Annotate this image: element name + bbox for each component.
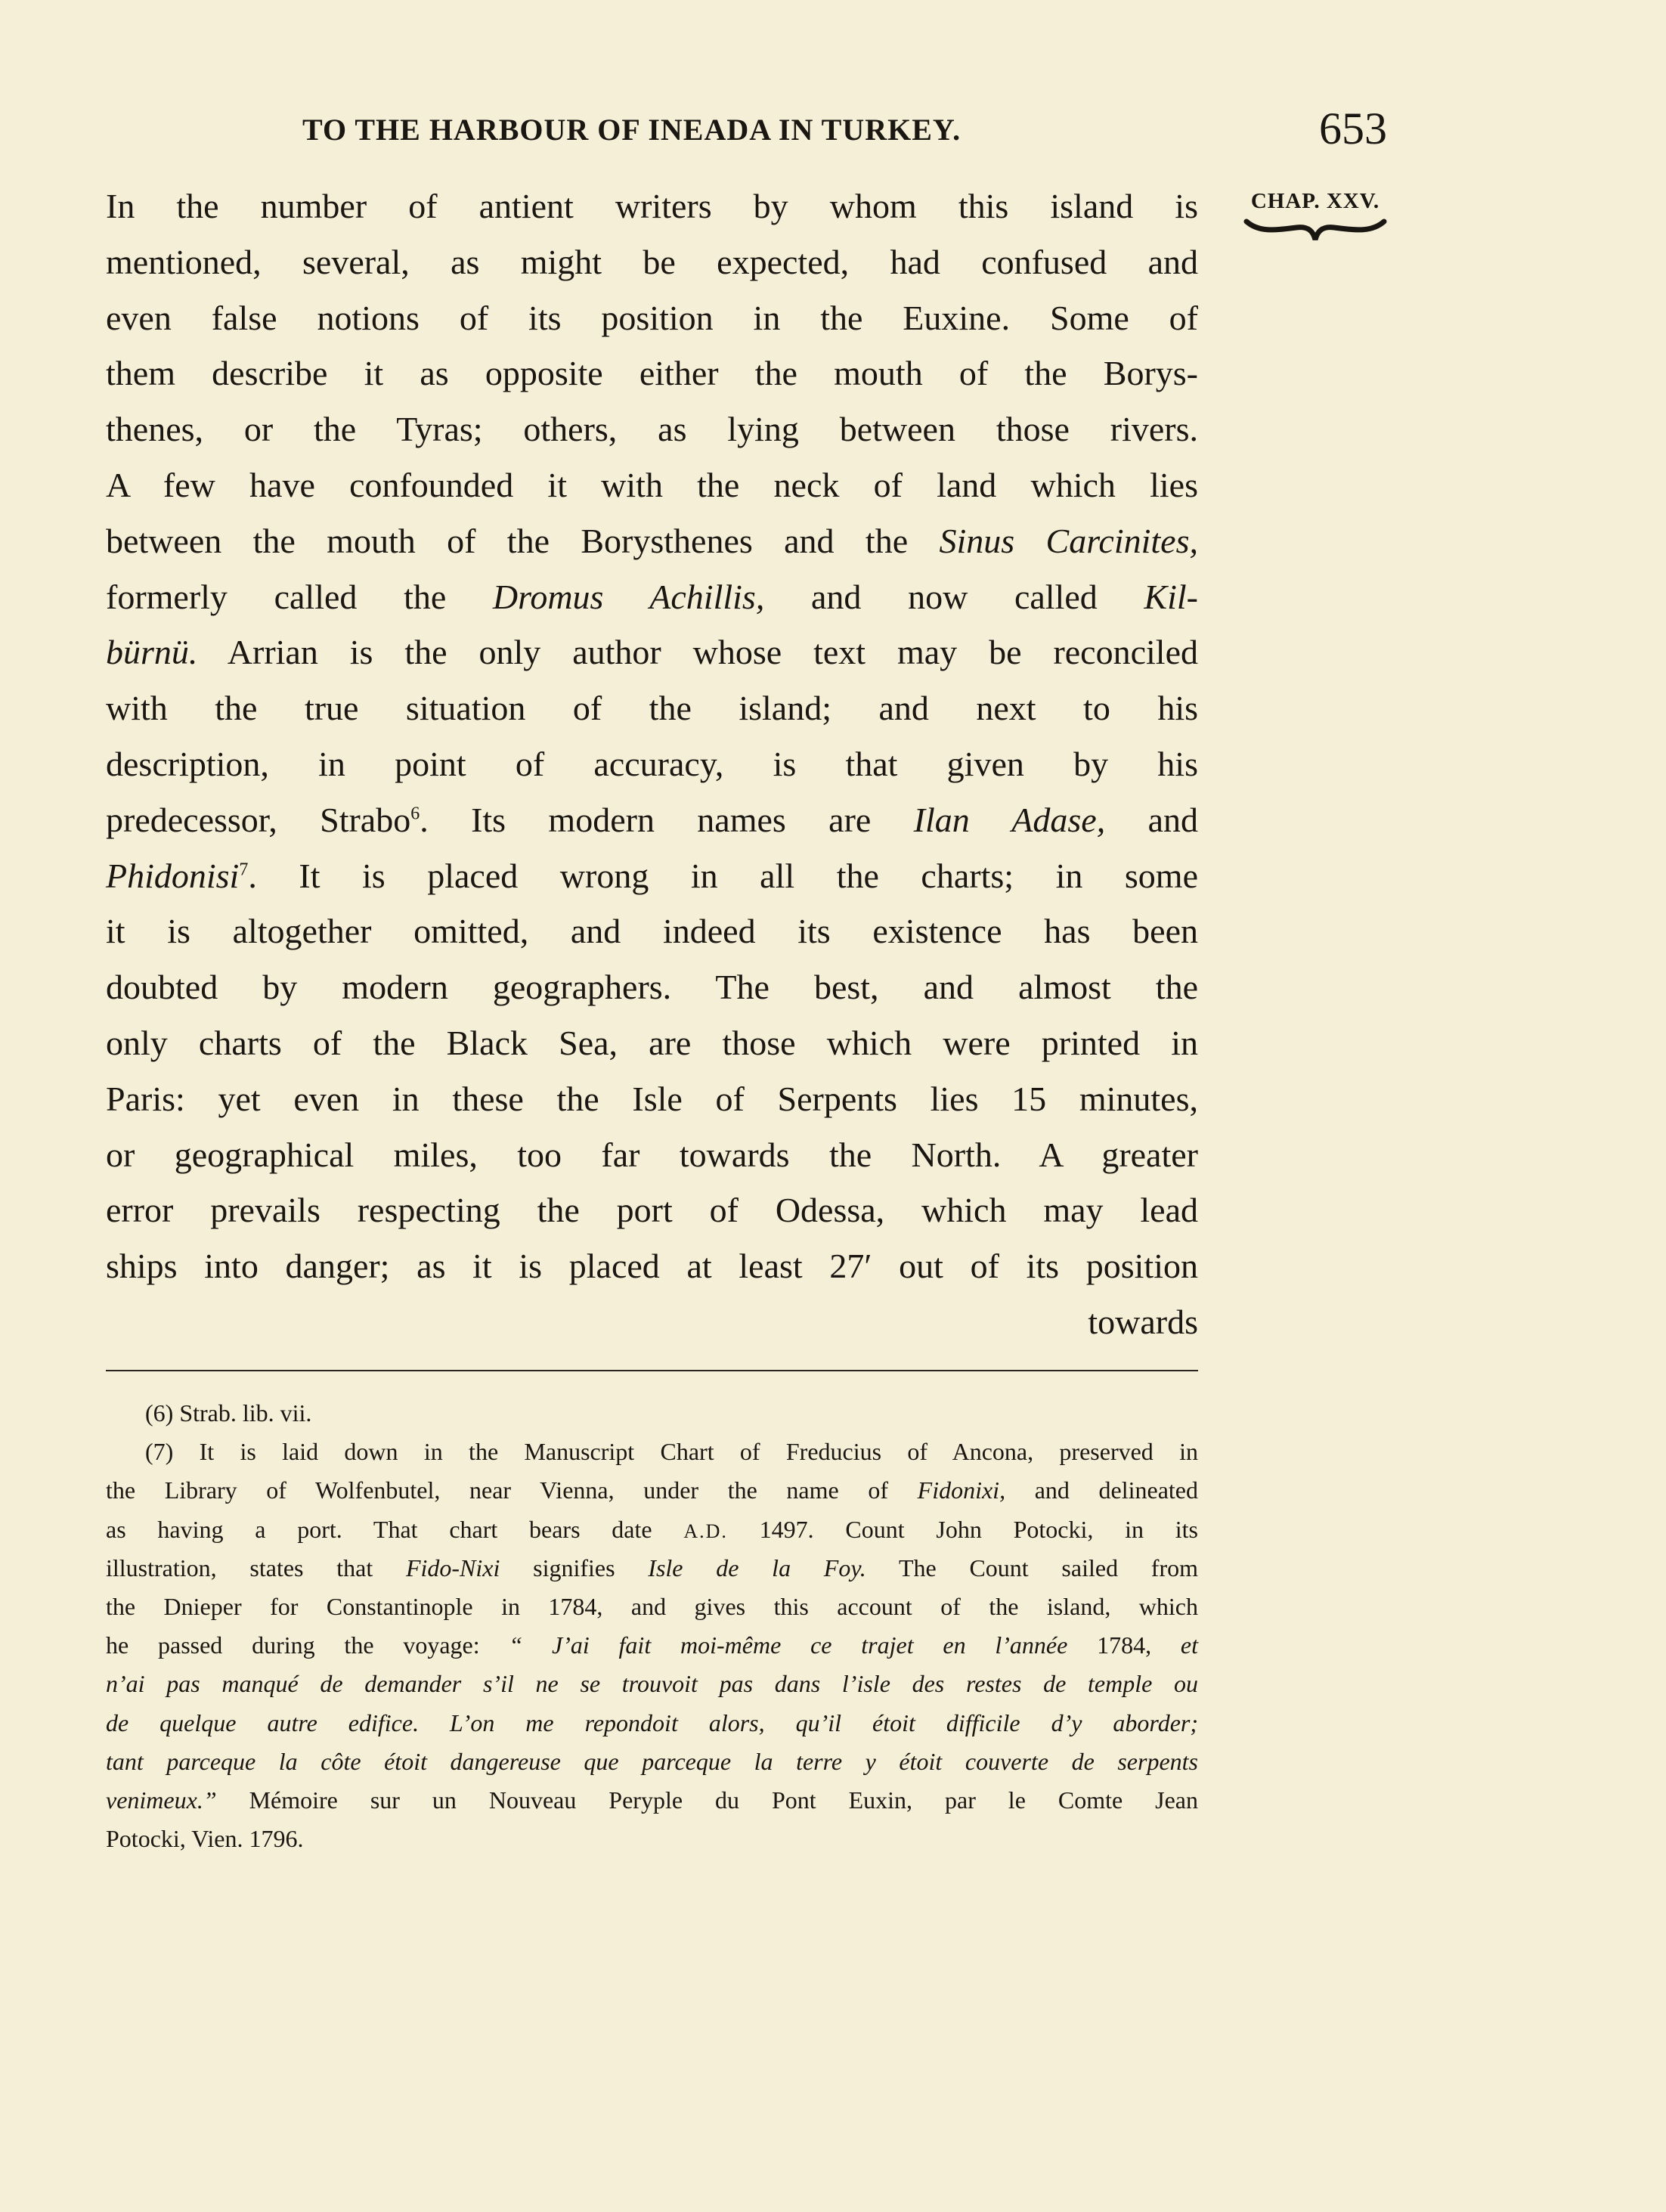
text-run: Potocki, Vien. 1796.: [106, 1825, 304, 1853]
footnote-reference: 6: [410, 804, 420, 824]
text-run: (6) Strab. lib. vii.: [145, 1399, 312, 1427]
text-run: Mémoire sur un Nouveau Peryple du Pont Euxin, par le Comte Jean: [216, 1786, 1198, 1814]
footnote-line: [106, 1820, 1198, 1858]
text-line: [106, 792, 1198, 848]
text-run: even false notions of its position in the Euxine. Some of: [106, 298, 1198, 337]
text-run: A few have confounded it with the neck of land which lies: [106, 465, 1198, 504]
text-run: between the mouth of the Borysthenes and the: [106, 521, 940, 560]
text-line: [106, 903, 1198, 959]
text-line: [106, 1071, 1198, 1127]
text-line: [106, 345, 1198, 401]
italic-text: Sinus Carcinites,: [939, 521, 1199, 560]
italic-text: n’ai pas manqué de demander s’il ne se trouvoit pas dans l’isle des restes de temple ou: [106, 1670, 1198, 1698]
text-run: the Dnieper for Constantinople in 1784, and gives this account of the island, which: [106, 1592, 1198, 1620]
footnote-line: [106, 1665, 1198, 1703]
main-text: [106, 178, 1198, 1350]
text-run: predecessor, Strabo: [106, 800, 411, 839]
footnote-line: [106, 1704, 1198, 1743]
text-run: . Its modern names are: [420, 800, 914, 839]
text-run: illustration, states that: [106, 1554, 406, 1582]
text-run: A.D.: [683, 1520, 728, 1542]
chapter-marker: [1240, 189, 1391, 243]
text-run: with the true situation of the island; and next to his: [106, 689, 1198, 728]
text-run: as having a port. That chart bears date: [106, 1515, 684, 1543]
text-run: Arrian is the only author whose text may be reconciled: [197, 633, 1198, 672]
italic-text: tant parceque la côte étoit dangereuse que parceque la terre y étoit couverte de serpents: [106, 1747, 1198, 1775]
footnotes: [106, 1394, 1198, 1858]
text-run: it is altogether omitted, and indeed its existence has been: [106, 912, 1198, 951]
text-run: and delineated: [1005, 1476, 1199, 1504]
text-line: [106, 178, 1198, 234]
italic-text: Phidonisi: [106, 856, 240, 895]
italic-text: et: [1180, 1631, 1199, 1659]
italic-text: venimeux.”: [106, 1786, 217, 1814]
page-number: 653: [1319, 104, 1387, 153]
italic-text: Fidonixi,: [917, 1476, 1006, 1504]
text-run: . It is placed wrong in all the charts; in some: [248, 856, 1198, 895]
text-line: [106, 290, 1198, 346]
footnote-line: [106, 1471, 1198, 1510]
text-line: [106, 513, 1198, 569]
text-line: [106, 959, 1198, 1015]
text-run: 1784,: [1067, 1631, 1181, 1659]
text-line: [106, 1238, 1198, 1294]
text-run: (7) It is laid down in the Manuscript Chart of Freducius of Ancona, preserved in: [145, 1438, 1198, 1466]
footnote-line: [106, 1549, 1198, 1588]
text-run: The Count sailed from: [866, 1554, 1199, 1582]
footnote-line: [106, 1626, 1198, 1665]
footnote-line: [106, 1510, 1198, 1549]
italic-text: Kil-: [1144, 577, 1198, 616]
text-run: ships into danger; as it is placed at least 27′ out of its position: [106, 1247, 1198, 1286]
footnote-line: [106, 1781, 1198, 1820]
text-line: [106, 457, 1198, 513]
text-run: he passed during the voyage:: [106, 1631, 509, 1659]
italic-text: Ilan Adase,: [913, 800, 1106, 839]
text-run: towards: [1088, 1302, 1198, 1341]
text-line: [106, 848, 1198, 904]
footnote-line: [106, 1394, 1198, 1433]
italic-text: “ J’ai fait moi-même ce trajet en l’année: [509, 1631, 1068, 1659]
footnote-line: [106, 1588, 1198, 1626]
chapter-label: CHAP. XXV.: [1250, 189, 1380, 213]
text-line: [106, 1127, 1198, 1183]
text-run: the Library of Wolfenbutel, near Vienna, under the name of: [106, 1476, 918, 1504]
italic-text: de quelque autre edifice. L’on me repondoit alors, qu’il étoit difficile d’y aborder;: [106, 1709, 1198, 1736]
text-run: and now called: [764, 577, 1144, 616]
text-run: 1497. Count John Potocki, in its: [727, 1515, 1199, 1543]
text-line: [106, 1182, 1198, 1238]
running-title: TO THE HARBOUR OF INEADA IN TURKEY.: [302, 113, 962, 147]
text-line: [106, 624, 1198, 680]
text-run: error prevails respecting the port of Odessa, which may lead: [106, 1191, 1198, 1230]
footnote-reference: 7: [239, 860, 249, 880]
italic-text: bürnü.: [106, 633, 198, 672]
text-run: formerly called the: [106, 577, 493, 616]
text-run: mentioned, several, as might be expected, had confused and: [106, 242, 1198, 281]
text-line: [106, 1294, 1198, 1350]
text-run: or geographical miles, too far towards the North. A greater: [106, 1135, 1198, 1174]
text-run: description, in point of accuracy, is that given by his: [106, 744, 1198, 783]
text-run: Paris: yet even in these the Isle of Serpents lies 15 minutes,: [106, 1079, 1198, 1118]
text-run: only charts of the Black Sea, are those which were printed in: [106, 1023, 1198, 1062]
footnote-line: [106, 1743, 1198, 1781]
text-line: [106, 736, 1198, 792]
text-run: and: [1105, 800, 1198, 839]
text-run: doubted by modern geographers. The best, and almost the: [106, 968, 1198, 1007]
text-line: [106, 569, 1198, 625]
footnote-rule: [106, 1370, 1198, 1371]
text-run: thenes, or the Tyras; others, as lying between those rivers.: [106, 410, 1198, 449]
text-run: signifies: [500, 1554, 649, 1582]
footnote-line: [106, 1433, 1198, 1471]
text-line: [106, 401, 1198, 457]
text-line: [106, 234, 1198, 290]
text-line: [106, 680, 1198, 736]
text-run: them describe it as opposite either the mouth of the Borys-: [106, 354, 1198, 393]
text-run: In the number of antient writers by whom this island is: [106, 187, 1198, 225]
italic-text: Dromus Achillis,: [492, 577, 765, 616]
brace-ornament-icon: [1243, 217, 1387, 243]
italic-text: Isle de la Foy.: [648, 1554, 866, 1582]
text-line: [106, 1015, 1198, 1071]
italic-text: Fido-Nixi: [405, 1554, 500, 1582]
